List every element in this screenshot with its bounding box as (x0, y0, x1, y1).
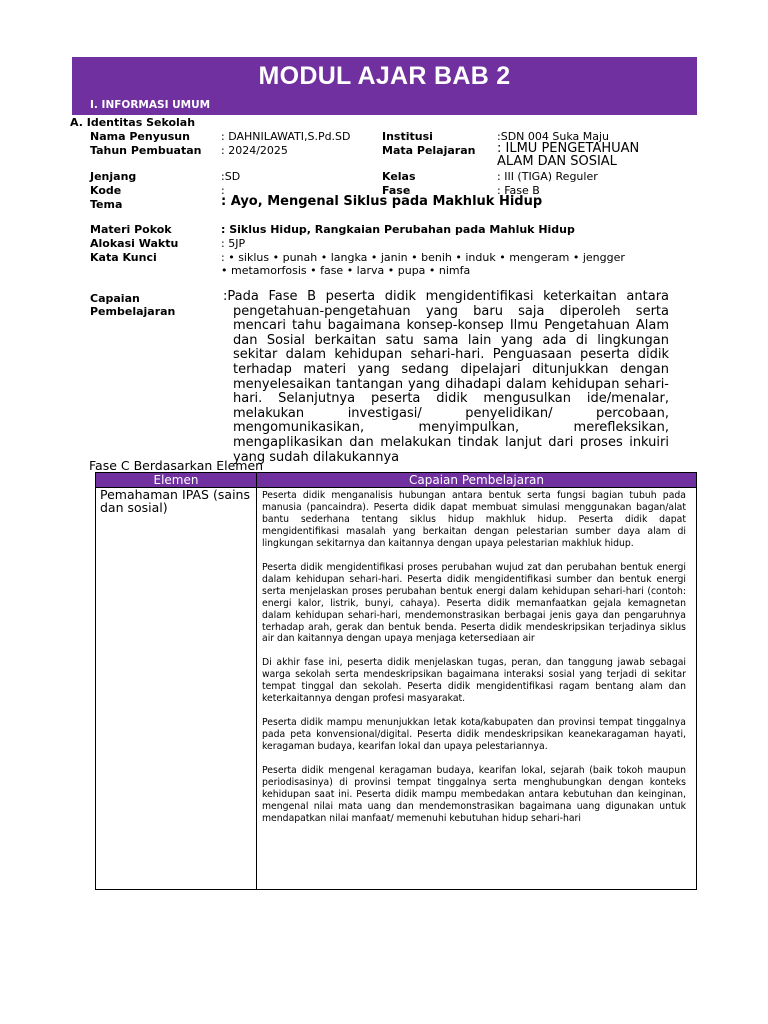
label-tahun-pembuatan: Tahun Pembuatan (90, 144, 202, 157)
value-mata-pelajaran-1: : ILMU PENGETAHUAN (497, 141, 640, 156)
capaian-item: Di akhir fase ini, peserta didik menjelaskan tugas, peran, dan tanggung jawab sebagai warga sekolah serta mendeskripsikan bagaimana interaksi sosial yang terjadi di sekitar tempat tinggal dan sekolah. Peserta didik mengidentifikasi ragam bentang alam dan keterkaitannya dengan profesi masyarakat. (262, 657, 686, 705)
value-tahun-pembuatan: : 2024/2025 (221, 144, 288, 157)
value-kata-kunci-2: • metamorfosis • fase • larva • pupa • nimfa (221, 264, 471, 277)
capaian-item: Peserta didik mampu menunjukkan letak kota/kabupaten dan provinsi tempat tinggalnya pada peta konvensional/digital. Peserta didik mendeskripsikan keanekaragaman hayati, keragaman budaya, kearifan lokal dan upaya pelestariannya. (262, 717, 686, 753)
value-mata-pelajaran-2: ALAM DAN SOSIAL (497, 154, 617, 169)
label-capaian-1: Capaian (90, 292, 140, 305)
label-kelas: Kelas (382, 170, 416, 183)
label-mata-pelajaran: Mata Pelajaran (382, 144, 476, 157)
fase-c-heading: Fase C Berdasarkan Elemen (89, 458, 264, 473)
label-tema: Tema (90, 198, 123, 211)
value-materi-pokok: : Siklus Hidup, Rangkaian Perubahan pada Mahluk Hidup (221, 223, 575, 236)
identitas-heading: A. Identitas Sekolah (70, 116, 196, 129)
value-tema: : Ayo, Mengenal Siklus pada Makhluk Hidup (221, 194, 543, 209)
capaian-paragraph: :Pada Fase B peserta didik mengidentifikasi keterkaitan antara pengetahuan-pengetahuan yang baru saja diperoleh serta mencari tahu bagaimana konsep-konsep Ilmu Pengetahuan Alam dan Sosial berkaitan satu sama lain yang ada di lingkungan sekitar dalam kehidupan sehari-hari. Penguasaan peserta didik terhadap materi yang sedang dipelajari ditunjukkan dengan menyelesaikan tantangan yang dihadapi dalam kehidupan sehari-hari. Selanjutnya peserta didik mengusulkan ide/menalar, melakukan investigasi/ penyelidikan/ percobaan, mengomunikasikan, menyimpulkan, merefleksikan, mengaplikasikan dan melakukan tindak lanjut dari proses inkuiri yang sudah dilakukannya (223, 289, 669, 465)
label-institusi: Institusi (382, 130, 433, 143)
capaian-cell (262, 490, 686, 837)
column-divider (256, 473, 257, 889)
value-kata-kunci-1: : • siklus • punah • langka • janin • benih • induk • mengeram • jengger (221, 251, 625, 264)
label-materi-pokok: Materi Pokok (90, 223, 172, 236)
value-kode: : (221, 184, 225, 197)
col-capaian: Capaian Pembelajaran (409, 473, 544, 487)
capaian-item: Peserta didik menganalisis hubungan antara bentuk serta fungsi bagian tubuh pada manusia (pancaindra). Peserta didik dapat membuat simulasi menggunakan bagan/alat bantu sederhana tentang siklus hidup makhluk hidup. Peserta didik dapat mengidentifikasi masalah yang berkaitan dengan pelestarian sumber daya alam di lingkungan sekitarnya dan kaitannya dengan upaya pelestarian makhluk hidup. (262, 490, 686, 549)
label-fase: Fase (382, 184, 411, 197)
value-kelas: : III (TIGA) Reguler (497, 170, 598, 183)
table-header (96, 473, 696, 487)
label-alokasi-waktu: Alokasi Waktu (90, 237, 179, 250)
elemen-table (95, 472, 697, 890)
label-capaian-2: Pembelajaran (90, 305, 176, 318)
title-banner (72, 57, 697, 115)
capaian-item: Peserta didik mengidentifikasi proses perubahan wujud zat dan perubahan bentuk energi dalam kehidupan sehari-hari. Peserta didik mengidentifikasi sumber dan bentuk energi serta menjelaskan proses perubahan bentuk energi dalam kehidupan sehari-hari (contoh: energi kalor, listrik, bunyi, cahaya). Peserta didik memanfaatkan gejala kemagnetan dalam kehidupan sehari-hari, mendemonstrasikan berbagai jenis gaya dan pengaruhnya terhadap arah, gerak dan bentuk benda. Peserta didik mendeskripsikan terjadinya siklus air dan kaitannya dengan upaya menjaga ketersediaan air (262, 561, 686, 645)
page-title: MODUL AJAR BAB 2 (258, 62, 511, 90)
label-jenjang: Jenjang (90, 170, 137, 183)
elemen-cell: Pemahaman IPAS (sains dan sosial) (100, 487, 250, 515)
value-fase: : Fase B (497, 184, 540, 197)
label-kode: Kode (90, 184, 122, 197)
capaian-item: Peserta didik mengenal keragaman budaya, kearifan lokal, sejarah (baik tokoh maupun periodisasinya) di provinsi tempat tinggalnya serta menghubungkan dengan konteks kehidupan saat ini. Peserta didik mampu membedakan antara kebutuhan dan keinginan, mengenal nilai mata uang dan mendemonstrasikan bagaimana uang digunakan untuk mendapatkan nilai manfaat/ memenuhi kebutuhan hidup sehari-hari (262, 765, 686, 824)
value-alokasi-waktu: : 5JP (221, 237, 246, 250)
col-elemen: Elemen (153, 473, 199, 487)
value-nama-penyusun: : DAHNILAWATI,S.Pd.SD (221, 130, 351, 143)
value-institusi: :SDN 004 Suka Maju (497, 130, 610, 143)
label-kata-kunci: Kata Kunci (90, 251, 157, 264)
value-jenjang: :SD (221, 170, 241, 183)
section-heading: I. INFORMASI UMUM (90, 99, 211, 111)
label-nama-penyusun: Nama Penyusun (90, 130, 190, 143)
